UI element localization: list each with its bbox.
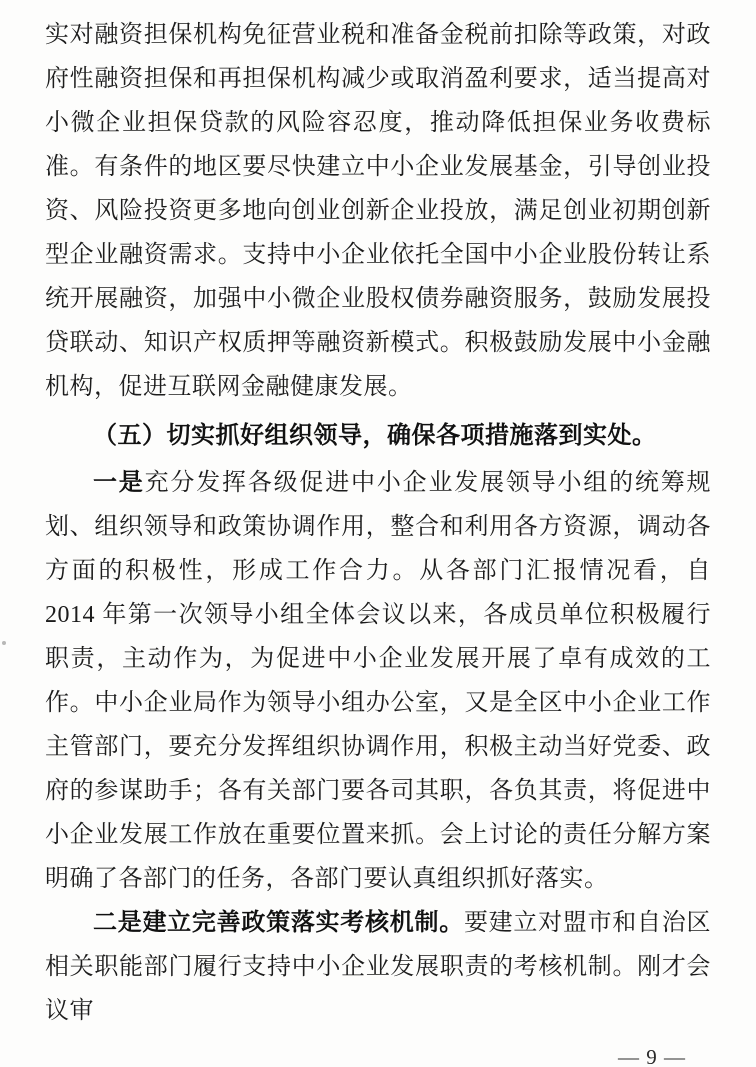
page-footer — [593, 1012, 686, 1067]
section-heading-five: （五）切实抓好组织领导，确保各项措施落到实处。 — [93, 423, 657, 449]
page-number: — 9 — — [618, 1045, 686, 1067]
point-two-lead: 二是建立完善政策落实考核机制。 — [93, 910, 464, 936]
paragraph-point-one — [45, 461, 711, 901]
point-one-lead: 一是 — [93, 470, 145, 496]
paragraph-financing-guarantee-policies: 实对融资担保机构免征营业税和准备金税前扣除等政策，对政府性融资担保和再担保机构减少或取消盈利要求，适当提高对小微企业担保贷款的风险容忍度，推动降低担保业务收费标准。有条件的地区要尽快建立中小企业发展基金，引导创业投资、风险投资更多地向创业创新企业投放，满足创业初期创新型企业融资需求。支持中小企业依托全国中小企业股份转让系统开展融资，加强中小微企业股权债券融资服务，鼓励发展投贷联动、知识产权质押等融资新模式。积极鼓励发展中小金融机构，促进互联网金融健康发展。 — [45, 22, 711, 400]
scan-artifact-speck — [2, 641, 6, 645]
point-one-text: 充分发挥各级促进中小企业发展领导小组的统筹规划、组织领导和政策协调作用，整合和利用各方资源，调动各方面的积极性，形成工作合力。从各部门汇报情况看，自 2014 年第一次领导小组全体会议以来，各成员单位积极履行职责，主动作为，为促进中小企业发展开展了卓有成效的工作。中小企业局作为领导小组办公室，又是全区中小企业工作主管部门，要充分发挥组织协调作用，积极主动当好党委、政府的参谋助手；各有关部门要各司其职，各负其责，将促进中小企业发展工作放在重要位置来抓。会上讨论的责任分解方案明确了各部门的任务，各部门要认真组织抓好落实。 — [45, 470, 711, 892]
document-body — [45, 13, 711, 1033]
point-two-text: 要建立对盟市和自治区相关职能部门履行支持中小企业发展职责的考核机制。刚才会议审 — [45, 910, 711, 1024]
